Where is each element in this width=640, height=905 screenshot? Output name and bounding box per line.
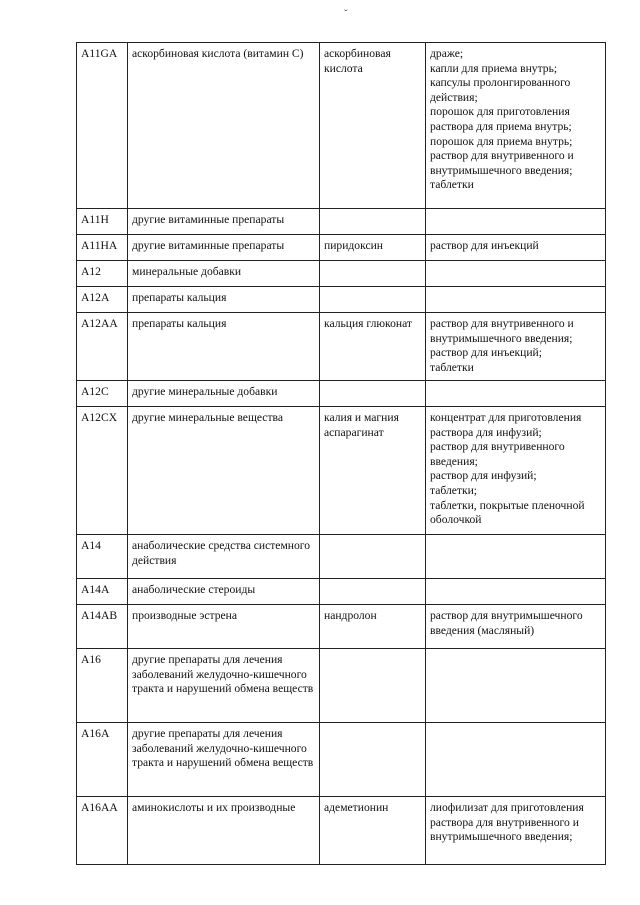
drug-name-cell bbox=[320, 209, 426, 235]
table-row bbox=[77, 43, 606, 209]
atc-code-cell: A11H bbox=[77, 209, 128, 235]
group-name-cell: другие минеральные добавки bbox=[128, 381, 320, 407]
atc-code-cell: A12 bbox=[77, 261, 128, 287]
group-name-cell: другие витаминные препараты bbox=[128, 235, 320, 261]
atc-code-cell: A16 bbox=[77, 649, 128, 723]
table-row bbox=[77, 723, 606, 797]
dosage-form-item: раствор для внутримышечного введения (масляный) bbox=[430, 609, 583, 637]
dosage-forms-cell bbox=[426, 535, 606, 579]
table-row bbox=[77, 797, 606, 865]
drug-name-cell: нандролон bbox=[320, 605, 426, 649]
dosage-forms-cell bbox=[426, 381, 606, 407]
table-row bbox=[77, 235, 606, 261]
dosage-forms-cell bbox=[426, 235, 606, 261]
drug-name-cell: адеметионин bbox=[320, 797, 426, 865]
atc-code-cell: A12CX bbox=[77, 407, 128, 535]
group-name-cell: препараты кальция bbox=[128, 313, 320, 381]
dosage-form-item: раствор для внутривенного и внутримышечного введения; bbox=[430, 149, 574, 177]
drug-table bbox=[76, 42, 606, 865]
dosage-form-item: таблетки; bbox=[430, 483, 478, 497]
dosage-form-item: раствор для инъекций bbox=[430, 239, 539, 252]
dosage-forms-cell bbox=[426, 43, 606, 209]
dosage-forms-cell bbox=[426, 723, 606, 797]
atc-code-cell: A12C bbox=[77, 381, 128, 407]
atc-code-cell: A12A bbox=[77, 287, 128, 313]
drug-name-cell bbox=[320, 649, 426, 723]
group-name-cell: анаболические стероиды bbox=[128, 579, 320, 605]
group-name-cell: другие витаминные препараты bbox=[128, 209, 320, 235]
table-row bbox=[77, 287, 606, 313]
drug-name-cell bbox=[320, 261, 426, 287]
group-name-cell: аскорбиновая кислота (витамин С) bbox=[128, 43, 320, 209]
dosage-forms-cell bbox=[426, 649, 606, 723]
page-mark: ˇ bbox=[344, 8, 348, 20]
dosage-form-item: раствор для инъекций; bbox=[430, 346, 542, 360]
dosage-form-item: раствор для внутривенного введения; bbox=[430, 440, 565, 468]
table-row bbox=[77, 579, 606, 605]
atc-code-cell: A12AA bbox=[77, 313, 128, 381]
dosage-form-item: порошок для приготовления раствора для приема внутрь; bbox=[430, 105, 572, 133]
dosage-forms-cell bbox=[426, 287, 606, 313]
table-body bbox=[77, 43, 606, 865]
group-name-cell: аминокислоты и их производные bbox=[128, 797, 320, 865]
dosage-form-item: таблетки, покрытые пленочной оболочкой bbox=[430, 498, 585, 527]
dosage-form-item: раствор для инфузий; bbox=[430, 469, 537, 483]
atc-code-cell: A14AB bbox=[77, 605, 128, 649]
table-row bbox=[77, 381, 606, 407]
dosage-form-item: драже; bbox=[430, 47, 464, 60]
group-name-cell: производные эстрена bbox=[128, 605, 320, 649]
drug-name-cell: аскорбиновая кислота bbox=[320, 43, 426, 209]
table-row bbox=[77, 261, 606, 287]
table-row bbox=[77, 407, 606, 535]
drug-name-cell: калия и магния аспарагинат bbox=[320, 407, 426, 535]
group-name-cell: другие минеральные вещества bbox=[128, 407, 320, 535]
group-name-cell: другие препараты для лечения заболеваний желудочно-кишечного тракта и нарушений обмена веществ bbox=[128, 649, 320, 723]
drug-name-cell bbox=[320, 579, 426, 605]
table-row bbox=[77, 313, 606, 381]
dosage-forms-cell bbox=[426, 605, 606, 649]
dosage-forms-cell bbox=[426, 579, 606, 605]
table-row bbox=[77, 209, 606, 235]
group-name-cell: препараты кальция bbox=[128, 287, 320, 313]
drug-name-cell bbox=[320, 287, 426, 313]
drug-name-cell bbox=[320, 535, 426, 579]
dosage-form-item: лиофилизат для приготовления раствора для внутривенного и внутримышечного введения; bbox=[430, 801, 584, 844]
drug-name-cell bbox=[320, 381, 426, 407]
table-row bbox=[77, 605, 606, 649]
dosage-form-item: капсулы пролонгированного действия; bbox=[430, 76, 571, 104]
group-name-cell: другие препараты для лечения заболеваний желудочно-кишечного тракта и нарушений обмена веществ bbox=[128, 723, 320, 797]
drug-name-cell: пиридоксин bbox=[320, 235, 426, 261]
dosage-form-item: таблетки bbox=[430, 178, 474, 192]
atc-code-cell: A14 bbox=[77, 535, 128, 579]
table-row bbox=[77, 649, 606, 723]
dosage-form-item: капли для приема внутрь; bbox=[430, 61, 558, 75]
drug-name-cell: кальция глюконат bbox=[320, 313, 426, 381]
dosage-forms-cell bbox=[426, 797, 606, 865]
group-name-cell: минеральные добавки bbox=[128, 261, 320, 287]
atc-code-cell: A16AA bbox=[77, 797, 128, 865]
dosage-form-item: раствор для внутривенного и внутримышечного введения; bbox=[430, 317, 574, 345]
atc-code-cell: A14A bbox=[77, 579, 128, 605]
atc-code-cell: A11GA bbox=[77, 43, 128, 209]
group-name-cell: анаболические средства системного действия bbox=[128, 535, 320, 579]
table-row bbox=[77, 535, 606, 579]
dosage-form-item: концентрат для приготовления раствора для инфузий; bbox=[430, 411, 582, 439]
dosage-forms-cell bbox=[426, 261, 606, 287]
dosage-forms-cell bbox=[426, 313, 606, 381]
drug-name-cell bbox=[320, 723, 426, 797]
atc-code-cell: A16A bbox=[77, 723, 128, 797]
dosage-form-item: порошок для приема внутрь; bbox=[430, 134, 573, 148]
dosage-forms-cell bbox=[426, 407, 606, 535]
dosage-forms-cell bbox=[426, 209, 606, 235]
dosage-form-item: таблетки bbox=[430, 360, 474, 374]
atc-code-cell: A11HA bbox=[77, 235, 128, 261]
